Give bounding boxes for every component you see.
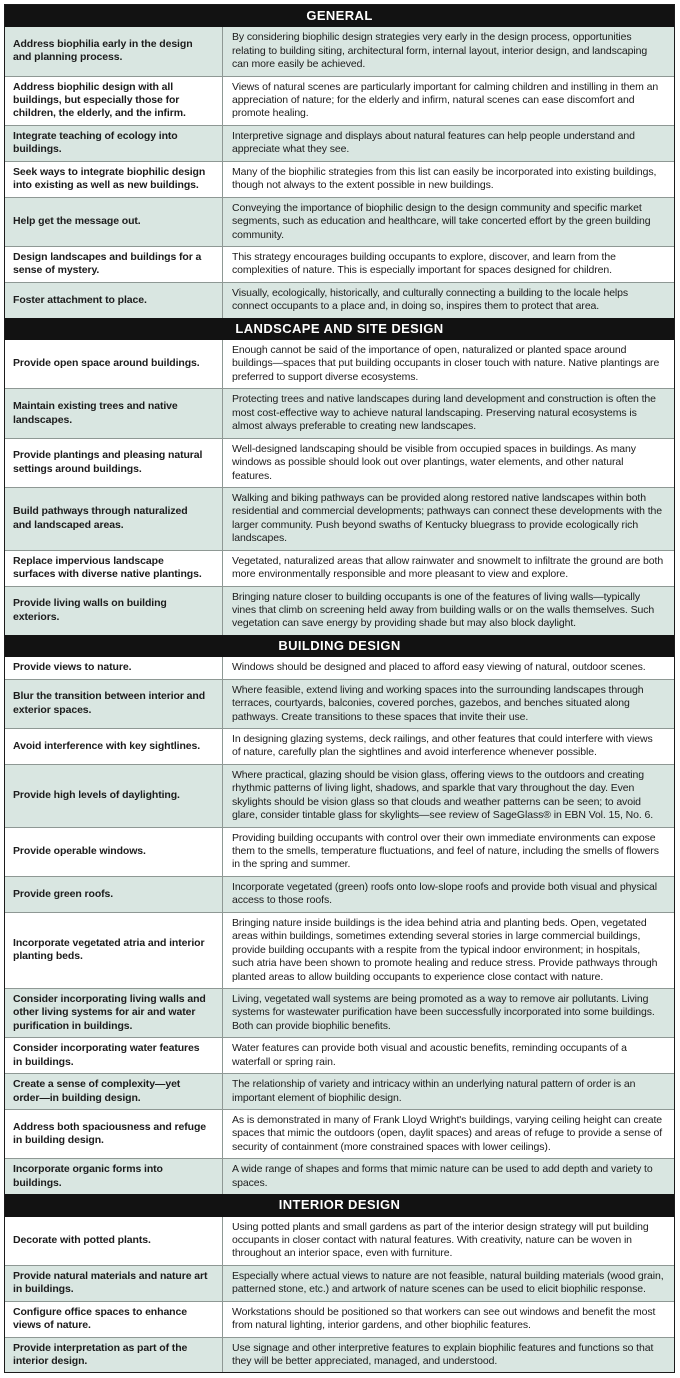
description-cell — [223, 198, 674, 246]
description-cell — [223, 729, 674, 764]
strategy-text: Avoid interference with key sightlines. — [13, 739, 201, 752]
description-cell — [223, 389, 674, 437]
description-cell — [223, 1217, 674, 1265]
section-header: BUILDING DESIGN — [5, 635, 674, 657]
strategy-cell — [5, 877, 223, 912]
table-row — [5, 1217, 674, 1265]
strategy-cell — [5, 126, 223, 161]
table-row — [5, 161, 674, 197]
strategy-cell — [5, 439, 223, 487]
strategy-cell — [5, 828, 223, 876]
strategy-cell — [5, 162, 223, 197]
description-cell — [223, 828, 674, 876]
strategy-text: Incorporate vegetated atria and interior planting beds. — [13, 936, 205, 963]
strategy-cell — [5, 77, 223, 125]
strategy-cell — [5, 551, 223, 586]
strategy-text: Replace impervious landscape surfaces with diverse native plantings. — [13, 554, 202, 581]
strategy-cell — [5, 657, 223, 678]
description-cell — [223, 126, 674, 161]
strategy-cell — [5, 1217, 223, 1265]
table-row — [5, 728, 674, 764]
description-cell — [223, 989, 674, 1037]
strategy-cell — [5, 1038, 223, 1073]
description-text: Visually, ecologically, historically, and culturally connecting a building to the locale helps connect occupants to a place and, in doing so, inspires them to protect that area. — [232, 286, 629, 313]
table-row — [5, 246, 674, 282]
table-row — [5, 1073, 674, 1109]
description-text: Water features can provide both visual and acoustic benefits, reminding occupants of a waterfall or spring rain. — [232, 1042, 627, 1068]
description-text: This strategy encourages building occupants to explore, discover, and learn from the complexities of nature. This is especially important for spaces designed for children. — [232, 250, 616, 277]
strategy-cell — [5, 1266, 223, 1301]
description-cell — [223, 1302, 674, 1337]
description-text: Vegetated, naturalized areas that allow rainwater and snowmelt to infiltrate the ground are both more environmentally responsible and more pleasant to view and explore. — [232, 554, 664, 581]
table-row — [5, 827, 674, 876]
description-text: Where practical, glazing should be vision glass, offering views to the outdoors and creating rhythmic patterns of living light, shadows, and sparkle that vary throughout the day. Even skylights should be vision glass so that clouds and weather patterns can be seen; to avoid glare, consider tintable glass for skylights—see review of SageGlass® in EBN Vol. 15, No. 6. — [232, 768, 654, 822]
strategy-cell — [5, 989, 223, 1037]
strategy-cell — [5, 1074, 223, 1109]
description-cell — [223, 340, 674, 388]
description-text: Walking and biking pathways can be provided along restored native landscapes within both residential and commercial developments; pathways can connect these developments with the larger community. Push beyond swaths of Kentucky bluegrass to provide ecologically rich landscapes. — [232, 491, 663, 545]
strategy-text: Provide views to nature. — [13, 661, 132, 674]
description-text: Windows should be designed and placed to afford easy viewing of natural, outdoor scenes. — [232, 661, 646, 674]
description-text: Enough cannot be said of the importance of open, naturalized or planted space around buildings—spaces that put building occupants in closer touch with nature. Native plantings are preferred to support diverse ecosystems. — [232, 344, 660, 383]
strategy-text: Address biophilic design with all buildings, but especially those for children, the elderly, and the infirm. — [13, 80, 186, 120]
strategy-text: Help get the message out. — [13, 215, 141, 228]
strategy-cell — [5, 913, 223, 988]
strategy-cell — [5, 1110, 223, 1158]
description-text: In designing glazing systems, deck railings, and other features that could interfere with views of nature, carefully plan the sightlines and avoid interference whenever possible. — [232, 732, 653, 759]
strategy-text: Provide interpretation as part of the interior design. — [13, 1341, 188, 1367]
description-cell — [223, 162, 674, 197]
description-cell — [223, 1338, 674, 1373]
description-text: The relationship of variety and intricacy within an underlying natural pattern of order is an important element of biophilic design. — [232, 1078, 636, 1104]
description-cell — [223, 283, 674, 318]
table-row — [5, 912, 674, 988]
biophilic-strategies-table — [4, 4, 675, 1373]
description-text: Incorporate vegetated (green) roofs onto low-slope roofs and provide both visual and physical access to those roofs. — [232, 880, 657, 907]
description-cell — [223, 1038, 674, 1073]
table-row — [5, 550, 674, 586]
strategy-text: Maintain existing trees and native landscapes. — [13, 400, 178, 426]
strategy-text: Provide operable windows. — [13, 845, 146, 858]
strategy-text: Consider incorporating water features in buildings. — [13, 1042, 200, 1068]
table-row — [5, 1301, 674, 1337]
description-text: Using potted plants and small gardens as part of the interior design strategy will put building occupants in closer contact with natural features. With creativity, nature can be woven in throughout an interior space, even with furniture. — [232, 1220, 649, 1260]
strategy-cell — [5, 680, 223, 728]
strategy-text: Incorporate organic forms into buildings. — [13, 1163, 163, 1189]
table-row — [5, 438, 674, 487]
description-cell — [223, 765, 674, 827]
strategy-cell — [5, 247, 223, 282]
table-row — [5, 1037, 674, 1073]
description-text: Interpretive signage and displays about natural features can help people understand and appreciate what they see. — [232, 129, 635, 156]
table-row — [5, 487, 674, 550]
strategy-cell — [5, 729, 223, 764]
strategy-cell — [5, 389, 223, 437]
strategy-cell — [5, 1159, 223, 1194]
description-cell — [223, 587, 674, 635]
section-header: INTERIOR DESIGN — [5, 1194, 674, 1216]
strategy-text: Provide open space around buildings. — [13, 357, 200, 370]
description-text: Protecting trees and native landscapes during land development and construction is often the most cost-effective way to achieve natural landscaping. Preserving natural ecosystems is almost always preferable to creating new landscapes. — [232, 393, 656, 433]
table-row — [5, 586, 674, 635]
strategy-text: Provide living walls on building exteriors. — [13, 597, 167, 623]
strategy-text: Foster attachment to place. — [13, 293, 147, 306]
description-cell — [223, 877, 674, 912]
description-text: Views of natural scenes are particularly important for calming children and instilling in them an appreciation of nature; for the elderly and infirm, natural scenes can ease discomfort and promote healing. — [232, 80, 659, 120]
strategy-text: Seek ways to integrate biophilic design into existing as well as new buildings. — [13, 165, 206, 192]
strategy-text: Provide green roofs. — [13, 887, 114, 900]
table-row — [5, 1109, 674, 1158]
table-row — [5, 76, 674, 125]
description-cell — [223, 27, 674, 75]
table-row — [5, 1158, 674, 1194]
strategy-text: Address both spaciousness and refuge in building design. — [13, 1120, 207, 1147]
strategy-cell — [5, 283, 223, 318]
description-cell — [223, 1266, 674, 1301]
strategy-cell — [5, 27, 223, 75]
strategy-cell — [5, 765, 223, 827]
description-cell — [223, 439, 674, 487]
description-text: A wide range of shapes and forms that mimic nature can be used to add depth and variety to spaces. — [232, 1163, 653, 1189]
table-row — [5, 764, 674, 827]
table-row — [5, 340, 674, 388]
description-cell — [223, 551, 674, 586]
description-cell — [223, 247, 674, 282]
strategy-cell — [5, 488, 223, 550]
table-row — [5, 197, 674, 246]
table-row — [5, 876, 674, 912]
description-text: Workstations should be positioned so that workers can see out windows and benefit the most from natural lighting, interior gardens, and other biophilic features. — [232, 1305, 656, 1332]
strategy-text: Provide high levels of daylighting. — [13, 788, 180, 801]
section-header: LANDSCAPE AND SITE DESIGN — [5, 318, 674, 340]
strategy-cell — [5, 1302, 223, 1337]
description-text: As is demonstrated in many of Frank Lloyd Wright's buildings, varying ceiling height can create spaces that mimic the outdoors (open, daylit spaces) and areas of refuge to provide a sense of security of containment (more constrained spaces with lower ceilings). — [232, 1114, 663, 1153]
description-cell — [223, 913, 674, 988]
section-header: GENERAL — [5, 5, 674, 27]
table-row — [5, 282, 674, 318]
description-text: Well-designed landscaping should be visible from occupied spaces in buildings. As many windows as possible should look out over plantings, water elements, and other natural features. — [232, 442, 636, 482]
table-row — [5, 27, 674, 75]
description-cell — [223, 1159, 674, 1194]
table-row — [5, 657, 674, 678]
strategy-text: Design landscapes and buildings for a sense of mystery. — [13, 250, 202, 277]
strategy-cell — [5, 587, 223, 635]
description-text: Bringing nature closer to building occupants is one of the features of living walls—typically vines that climb on screening held away from building walls or on the walls themselves. Such vegetation can save energy by providing shade but may also block daylight. — [232, 590, 655, 630]
table-row — [5, 125, 674, 161]
strategy-cell — [5, 1338, 223, 1373]
strategy-cell — [5, 198, 223, 246]
strategy-cell — [5, 340, 223, 388]
description-cell — [223, 488, 674, 550]
strategy-text: Integrate teaching of ecology into buildings. — [13, 129, 178, 156]
table-row — [5, 388, 674, 437]
description-text: Especially where actual views to nature are not feasible, natural building materials (wood grain, patterned stone, etc.) and artwork of nature scenes can be used to elicit biophilic response. — [232, 1269, 664, 1296]
strategy-text: Configure office spaces to enhance views of nature. — [13, 1305, 187, 1332]
strategy-text: Consider incorporating living walls and other living systems for air and water purification in buildings. — [13, 992, 206, 1032]
strategy-text: Build pathways through naturalized and landscaped areas. — [13, 505, 188, 531]
strategy-text: Provide plantings and pleasing natural settings around buildings. — [13, 449, 203, 475]
strategy-text: Blur the transition between interior and exterior spaces. — [13, 690, 206, 716]
description-text: Living, vegetated wall systems are being promoted as a way to remove air pollutants. Living systems for wastewater purification have been successfully incorporated into some buildings. Both can provide biophilic benefits. — [232, 992, 655, 1032]
description-cell — [223, 680, 674, 728]
description-text: Bringing nature inside buildings is the idea behind atria and planting beds. Open, vegetated areas within buildings, sometimes extending several stories in large commercial buildings, provide building occupants with a respite from the typical indoor environment; in hospitals, such atria have been shown to promote healing and reduce stress. Provide pathways through planted areas to allow building occupants to experience close contact with nature. — [232, 916, 658, 983]
table-row — [5, 679, 674, 728]
description-cell — [223, 1110, 674, 1158]
description-text: Where feasible, extend living and working spaces into the surrounding landscapes through terraces, courtyards, balconies, covered porches, gazebos, and benches situated along pathways. Create transitions to these spaces that invite their use. — [232, 683, 644, 723]
description-cell — [223, 657, 674, 678]
strategy-text: Create a sense of complexity—yet order—in building design. — [13, 1078, 181, 1104]
strategy-text: Provide natural materials and nature art in buildings. — [13, 1269, 208, 1296]
strategy-text: Decorate with potted plants. — [13, 1233, 151, 1246]
description-cell — [223, 1074, 674, 1109]
description-text: Conveying the importance of biophilic design to the design community and specific market segments, such as education and healthcare, will take concerted effort by the green building community. — [232, 201, 651, 241]
table-row — [5, 988, 674, 1037]
description-text: Providing building occupants with control over their own immediate environments can expose them to the smells, temperature fluctuations, and feel of nature, including the smells of flowers in the spring and summer. — [232, 831, 659, 871]
description-text: Many of the biophilic strategies from this list can easily be incorporated into existing buildings, though not always to the extent possible in new buildings. — [232, 165, 657, 192]
table-row — [5, 1337, 674, 1373]
description-text: Use signage and other interpretive features to explain biophilic features and functions so that they will be better appreciated, managed, and understood. — [232, 1341, 654, 1367]
description-text: By considering biophilic design strategies very early in the design process, opportunities relating to building siting, architectural form, internal layout, interior design, and landscaping can more easily be achieved. — [232, 31, 648, 71]
strategy-text: Address biophilia early in the design and planning process. — [13, 38, 193, 64]
description-cell — [223, 77, 674, 125]
table-row — [5, 1265, 674, 1301]
